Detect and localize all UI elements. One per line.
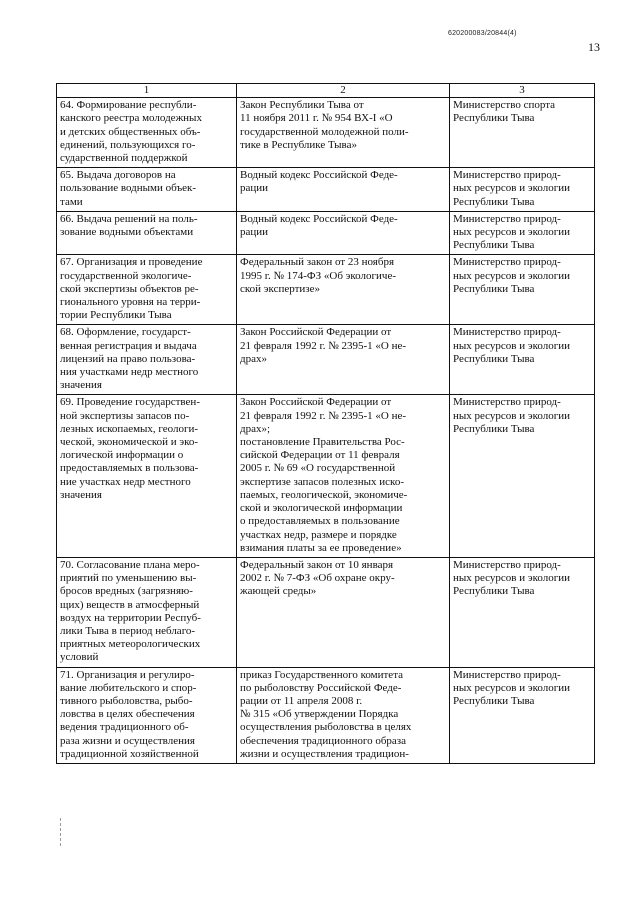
table-row [57,395,595,557]
cell-line: Закон Российской Федерации от [240,326,392,339]
cell-line: традиционной хозяйственной [60,747,199,760]
cell-line: Водный кодекс Российской Феде- [240,212,398,225]
cell-line: щих) веществ в атмосферный [60,598,200,611]
cell-line: Республики Тыва [453,195,535,208]
table-row [57,325,595,395]
cell-line: ской экспертизы объектов ре- [60,282,199,295]
cell-line: ведения традиционного об- [60,721,189,734]
cell-line: бросов вредных (загрязняю- [60,585,193,598]
table-cell-col-3 [450,395,595,557]
cell-line: воздух на территории Респуб- [60,611,201,624]
cell-line: 65. Выдача договоров на [60,169,176,182]
cell-line: приказ Государственного комитета [240,668,404,681]
cell-line: Министерство спорта [453,99,556,112]
cell-line: лицензий на право пользова- [60,352,196,365]
cell-line: Республики Тыва [453,694,535,707]
cell-line: о предоставляемых в пользование [240,515,400,528]
cell-line: ческой, экономической и эко- [60,436,199,449]
cell-line: Министерство природ- [453,256,561,269]
cell-line: лики Тыва в период неблаго- [60,624,196,637]
cell-line: обеспечения традиционного образа [240,734,407,747]
table-cell-col-2 [237,667,450,763]
table-cell-col-3 [450,325,595,395]
cell-line: жающей среды» [240,585,317,598]
cell-line: ных ресурсов и экологии [453,681,571,694]
cell-line: ской экспертизе» [240,282,321,295]
table-cell-col-1 [57,395,237,557]
table-cell-col-2 [237,325,450,395]
cell-line: № 315 «Об утверждении Порядка [240,708,399,721]
cell-line: Закон Республики Тыва от [240,99,364,112]
cell-line: рации [240,182,269,195]
cell-line: ных ресурсов и экологии [453,269,571,282]
cell-line: ния участками недр местного [60,366,199,379]
cell-line: 2005 г. № 69 «О государственной [240,462,396,475]
table-cell-col-2 [237,168,450,212]
cell-line: постановление Правительства Рос- [240,436,405,449]
cell-line: 21 февраля 1992 г. № 2395-1 «О не- [240,409,407,422]
cell-line: 21 февраля 1992 г. № 2395-1 «О не- [240,339,407,352]
cell-line: ской и экологической информации [240,502,403,515]
table-cell-col-1 [57,557,237,667]
cell-line: тике в Республике Тыва» [240,138,357,151]
cell-line: тивного рыболовства, рыбо- [60,694,193,707]
table-cell-col-3 [450,98,595,168]
table-cell-col-1 [57,667,237,763]
cell-line: сийской Федерации от 11 февраля [240,449,400,462]
cell-line: по рыболовству Российской Феде- [240,681,402,694]
cell-line: ных ресурсов и экологии [453,182,571,195]
cell-line: ных ресурсов и экологии [453,226,571,239]
table-cell-col-1 [57,211,237,255]
cell-line: Министерство природ- [453,668,561,681]
cell-line: Министерство природ- [453,169,561,182]
table-cell-col-3 [450,211,595,255]
cell-line: тории Республики Тыва [60,309,172,322]
cell-line: значения [60,488,102,501]
table-cell-col-2 [237,211,450,255]
cell-line: венная регистрация и выдача [60,339,197,352]
cell-line: государственной молодежной поли- [240,125,409,138]
table-header-row [57,84,595,98]
cell-line: Водный кодекс Российской Феде- [240,169,398,182]
cell-line: тами [60,195,83,208]
cell-line: приятий по уменьшению вы- [60,572,197,585]
cell-line: участках недр, размере и порядке [240,528,397,541]
cell-line: Республики Тыва [453,585,535,598]
table-row [57,98,595,168]
cell-line: зование водными объектами [60,226,194,239]
table-cell-col-1 [57,98,237,168]
table-row [57,255,595,325]
cell-line: вание любительского и спор- [60,681,197,694]
cell-line: 64. Формирование республи- [60,99,197,112]
cell-line: Министерство природ- [453,212,561,225]
table-cell-col-2 [237,557,450,667]
cell-line: приятных метеорологических [60,638,201,651]
cell-line: сударственной поддержкой [60,152,188,165]
cell-line: 1995 г. № 174-ФЗ «Об экологиче- [240,269,396,282]
cell-line: Республики Тыва [453,282,535,295]
cell-line: единений, пользующихся го- [60,138,196,151]
cell-line: Министерство природ- [453,326,561,339]
table-cell-col-1 [57,255,237,325]
cell-line: ных ресурсов и экологии [453,339,571,352]
table-cell-col-3 [450,667,595,763]
cell-line: драх»; [240,422,271,435]
page-number: 13 [588,40,600,54]
table-cell-col-1 [57,325,237,395]
cell-line: логической информации о [60,449,184,462]
table-row [57,168,595,212]
cell-line: ной экспертизы запасов по- [60,409,190,422]
cell-line: рации от 11 апреля 2008 г. [240,694,363,707]
cell-line: ных ресурсов и экологии [453,409,571,422]
cell-line: Республики Тыва [453,352,535,365]
cell-line: паемых, геологической, экономиче- [240,488,408,501]
cell-line: ловства в целях обеспечения [60,708,195,721]
cell-line: 71. Организация и регулиро- [60,668,195,681]
scan-artifact [60,818,63,846]
table-row [57,211,595,255]
cell-line: Республики Тыва [453,422,535,435]
table-cell-col-2 [237,395,450,557]
cell-line: Министерство природ- [453,396,561,409]
cell-line: 69. Проведение государствен- [60,396,200,409]
table-cell-col-2 [237,255,450,325]
table-cell-col-3 [450,168,595,212]
cell-line: условий [60,651,99,664]
cell-line: экспертизе запасов полезных иско- [240,475,404,488]
table-row [57,557,595,667]
cell-line: канского реестра молодежных [60,112,202,125]
cell-line: гионального уровня на терри- [60,296,201,309]
cell-line: рации [240,226,269,239]
document-id: 620200083/20844(4) [448,30,517,37]
cell-line: Республики Тыва [453,112,535,125]
cell-line: 11 ноября 2011 г. № 954 ВХ-I «О [240,112,393,125]
column-header-2: 2 [237,84,450,98]
cell-line: государственной экологиче- [60,269,192,282]
cell-line: ние участках недр местного [60,475,191,488]
cell-line: пользование водными объек- [60,182,197,195]
cell-line: 70. Согласование плана меро- [60,558,200,571]
cell-line: Министерство природ- [453,558,561,571]
cell-line: Федеральный закон от 10 января [240,558,394,571]
cell-line: 68. Оформление, государст- [60,326,191,339]
cell-line: Федеральный закон от 23 ноября [240,256,395,269]
cell-line: раза жизни и осуществления [60,734,195,747]
column-header-3: 3 [450,84,595,98]
table-cell-col-2 [237,98,450,168]
cell-line: взимания платы за ее проведение» [240,541,402,554]
table-cell-col-1 [57,168,237,212]
cell-line: Республики Тыва [453,239,535,252]
cell-line: значения [60,379,102,392]
table-cell-col-3 [450,255,595,325]
cell-line: жизни и осуществления традицион- [240,747,409,760]
cell-line: драх» [240,352,267,365]
cell-line: 66. Выдача решений на поль- [60,212,198,225]
column-header-1: 1 [57,84,237,98]
cell-line: предоставляемых в пользова- [60,462,199,475]
cell-line: осуществления рыболовства в целях [240,721,412,734]
cell-line: Закон Российской Федерации от [240,396,392,409]
services-table [56,83,595,764]
cell-line: лезных ископаемых, геологи- [60,422,199,435]
cell-line: 67. Организация и проведение [60,256,203,269]
table-cell-col-3 [450,557,595,667]
cell-line: и детских общественных объ- [60,125,201,138]
table-body [57,98,595,764]
table-row [57,667,595,763]
cell-line: ных ресурсов и экологии [453,572,571,585]
cell-line: 2002 г. № 7-ФЗ «Об охране окру- [240,572,395,585]
